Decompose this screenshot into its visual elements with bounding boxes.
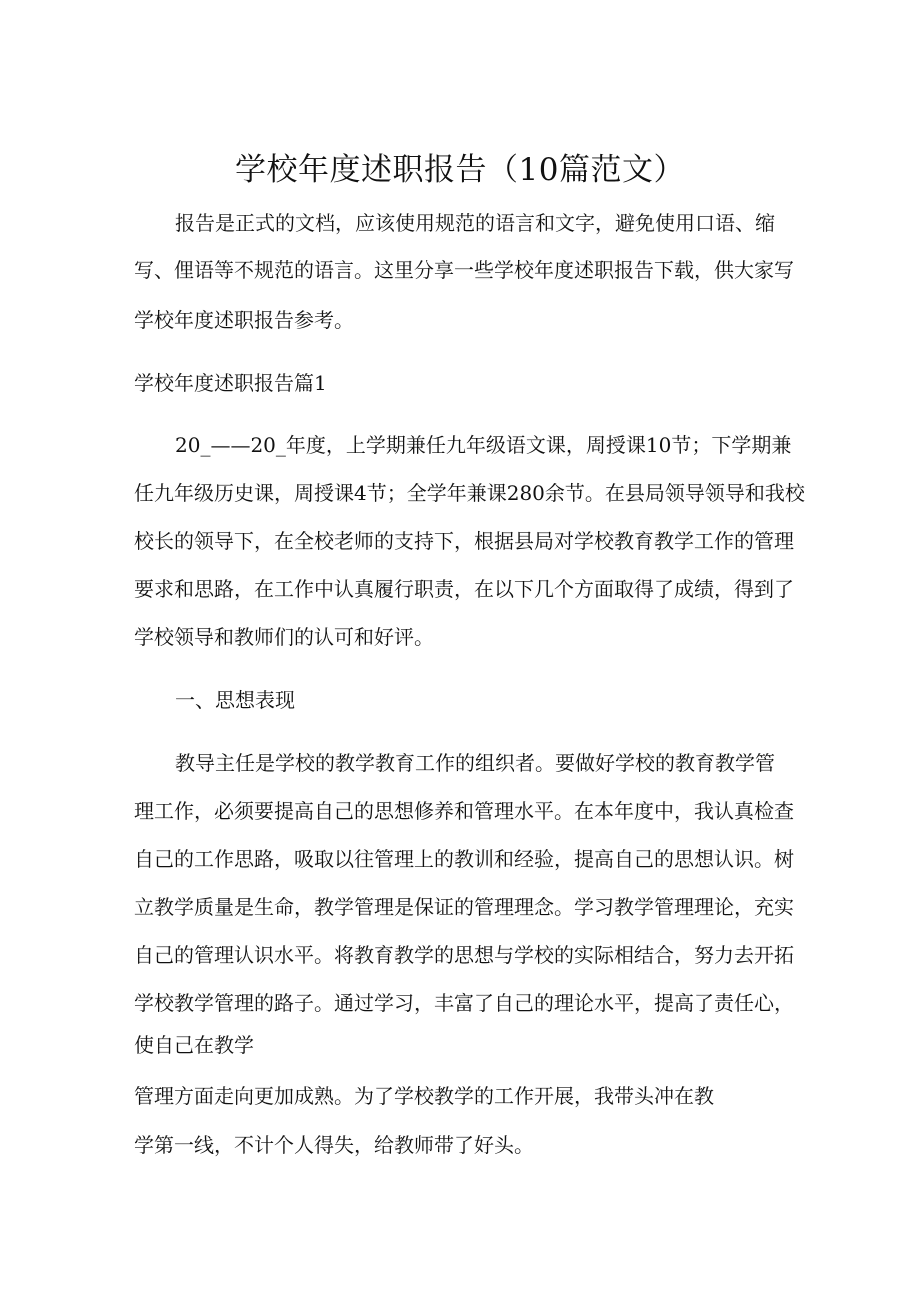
paragraph2-line-8: 管理方面走向更加成熟。为了学校教学的工作开展，我带头冲在教 [134, 1084, 714, 1108]
section-heading: 学校年度述职报告篇1 [134, 371, 327, 395]
intro-line-2: 写、俚语等不规范的语言。这里分享一些学校年度述职报告下载，供大家写 [134, 258, 794, 282]
paragraph1-line-3: 校长的领导下，在全校老师的支持下，根据县局对学校教育教学工作的管理 [134, 529, 794, 553]
paragraph2-line-9: 学第一线，不计个人得失，给教师带了好头。 [134, 1133, 534, 1157]
paragraph1-line-4: 要求和思路，在工作中认真履行职责，在以下几个方面取得了成绩，得到了 [134, 577, 794, 601]
paragraph1-line-2: 任九年级历史课，周授课4节；全学年兼课280余节。在县局领导领导和我校 [134, 481, 805, 505]
paragraph2-line-2: 理工作，必须要提高自己的思想修养和管理水平。在本年度中，我认真检查 [134, 799, 794, 823]
paragraph2-line-3: 自己的工作思路，吸取以往管理上的教训和经验，提高自己的思想认识。树 [134, 847, 794, 871]
paragraph2-line-7: 使自己在教学 [134, 1033, 254, 1057]
subheading: 一、思想表现 [175, 688, 295, 712]
paragraph1-line-5: 学校领导和教师们的认可和好评。 [134, 625, 434, 649]
paragraph2-line-1: 教导主任是学校的教学教育工作的组织者。要做好学校的教育教学管 [175, 751, 775, 775]
paragraph2-line-6: 学校教学管理的路子。通过学习，丰富了自己的理论水平，提高了责任心， [134, 991, 794, 1015]
intro-line-3: 学校年度述职报告参考。 [134, 308, 354, 332]
paragraph1-line-1: 20_——20_年度，上学期兼任九年级语文课，周授课10节；下学期兼 [175, 433, 792, 457]
intro-line-1: 报告是正式的文档，应该使用规范的语言和文字，避免使用口语、缩 [175, 211, 775, 235]
paragraph2-line-5: 自己的管理认识水平。将教育教学的思想与学校的实际相结合，努力去开拓 [134, 943, 794, 967]
document-title: 学校年度述职报告（10篇范文） [235, 152, 685, 188]
paragraph2-line-4: 立教学质量是生命，教学管理是保证的管理理念。学习教学管理理论，充实 [134, 895, 794, 919]
